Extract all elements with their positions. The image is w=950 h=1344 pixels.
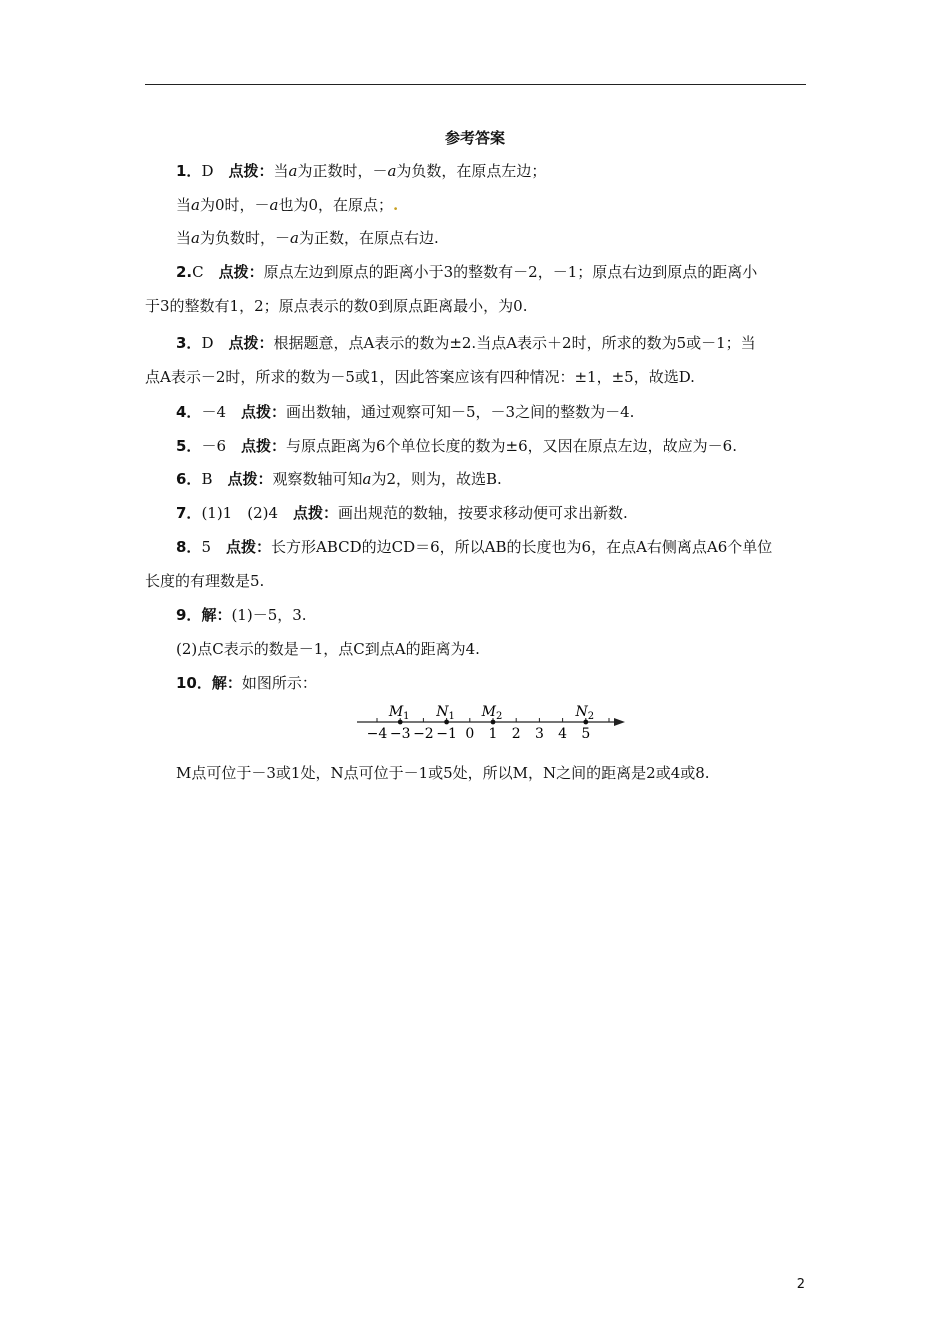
point-dot (398, 720, 403, 725)
tick-label: −1 (436, 726, 457, 742)
point-subscript: 1 (448, 711, 455, 722)
answer-4: 4．－4 点拨：画出数轴，通过观察可知－5，－3之间的整数为－4. (176, 403, 635, 421)
answer-2: 2.C 点拨：原点左边到原点的距离小于3的整数有－2，－1；原点右边到原点的距离小 (176, 263, 758, 281)
answer-7: 7．(1)1 (2)4 点拨：画出规范的数轴，按要求移动便可求出新数. (176, 504, 628, 522)
answer-1-line-2: 当a为0时，－a也为0，在原点；. (176, 196, 399, 214)
number-line-figure (355, 700, 630, 744)
point-label: $M_1$ (388, 704, 410, 722)
answer-3-cont: 点A表示－2时，所求的数为－5或1，因此答案应该有四种情况：±1，±5，故选D. (145, 368, 695, 386)
page-number: 2 (796, 1277, 805, 1292)
point-subscript: 2 (587, 711, 595, 722)
point-label: $N_1$ (436, 704, 455, 722)
answer-8: 8．5 点拨：长方形ABCD的边CD＝6，所以AB的长度也为6，在点A右侧离点A6个单位 (176, 538, 773, 556)
stray-dot: . (393, 196, 399, 214)
answer-10: 10．解：如图所示： (176, 674, 317, 692)
answer-9-part-2: (2)点C表示的数是－1，点C到点A的距离为4. (176, 640, 480, 658)
tick-label: 1 (488, 726, 498, 742)
point-subscript: 1 (403, 711, 410, 722)
answer-1: 1．D 点拨：当a为正数时，－a为负数，在原点左边； (176, 162, 547, 180)
answer-9: 9．解：(1)－5，3. (176, 606, 307, 624)
answer-6: 6．B 点拨：观察数轴可知a为2，则为，故选B. (176, 470, 502, 488)
tick-label: 0 (465, 726, 475, 742)
point-dot (491, 720, 496, 725)
axis-arrow (614, 718, 625, 726)
tick-label: −4 (366, 726, 388, 742)
point-subscript: 2 (495, 711, 503, 722)
tick-label: 5 (581, 726, 591, 742)
tick-label: −2 (413, 726, 434, 742)
answer-2-cont: 于3的整数有1，2；原点表示的数0到原点距离最小，为0. (145, 297, 528, 315)
page-title: 参考答案 (444, 129, 505, 147)
answer-5: 5．－6 点拨：与原点距离为6个单位长度的数为±6，又因在原点左边，故应为－6. (176, 437, 737, 455)
header-rule (145, 84, 806, 85)
tick-label: −3 (389, 726, 411, 742)
answer-8-cont: 长度的有理数是5. (145, 572, 265, 590)
point-label: $M_2$ (481, 704, 503, 722)
answer-1-line-3: 当a为负数时，－a为正数，在原点右边. (176, 229, 439, 247)
point-label: $N_2$ (575, 704, 595, 722)
answer-10-conclusion: M点可位于－3或1处，N点可位于－1或5处，所以M，N之间的距离是2或4或8. (176, 764, 710, 782)
tick-label: 4 (558, 726, 568, 742)
tick-label: 3 (534, 726, 544, 742)
tick-label: 2 (511, 726, 521, 742)
answer-3: 3．D 点拨：根据题意，点A表示的数为±2.当点A表示＋2时，所求的数为5或－1；当 (176, 334, 756, 352)
